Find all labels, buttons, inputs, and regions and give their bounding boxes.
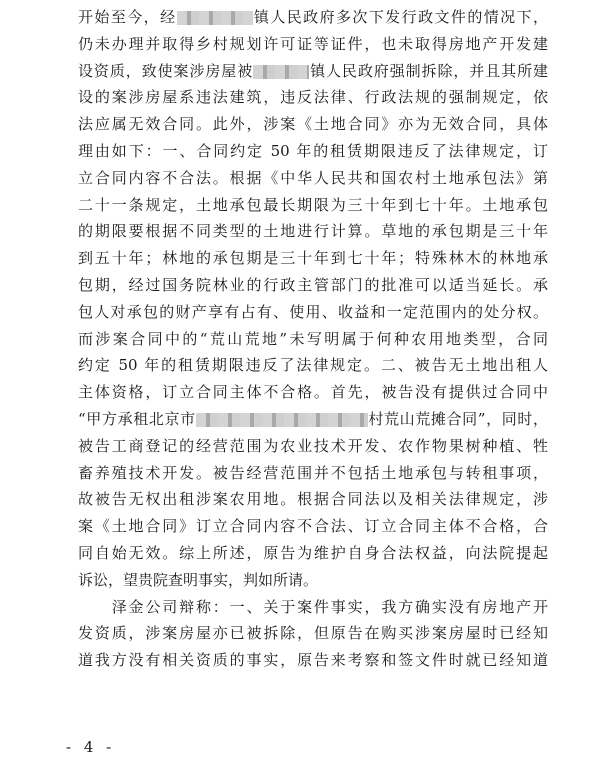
text-line — [78, 31, 548, 58]
line-text: 村荒山荒摊合同”，同时， — [367, 409, 548, 428]
line-text: 包期，经过国务院林业的行政主管部门的批准可以适当延长。承 — [78, 275, 548, 294]
line-text: 立合同内容不合法。根据《中华人民共和国农村土地承包法》第 — [78, 168, 548, 187]
text-line — [78, 4, 548, 31]
redaction-block — [196, 413, 368, 427]
line-text: 诉讼，望贵院查明事实，判如所请。 — [78, 570, 319, 589]
text-line — [78, 165, 548, 192]
text-line — [78, 192, 548, 219]
text-line — [78, 218, 548, 245]
text-line — [78, 111, 548, 138]
redaction-block — [253, 65, 309, 79]
text-line — [78, 647, 548, 674]
line-text: 发资质，涉案房屋亦已被拆除，但原告在购买涉案房屋时已经知 — [78, 624, 548, 643]
line-text: 理由如下：一、合同约定 50 年的租赁期限违反了法律规定，订 — [78, 141, 548, 160]
text-line — [78, 84, 548, 111]
text-line — [78, 433, 548, 460]
text-line — [78, 620, 548, 647]
text-line — [78, 540, 548, 567]
line-text: 设的案涉房屋系违法建筑，违反法律、行政法规的强制规定，依 — [78, 88, 548, 107]
redaction-block — [177, 11, 253, 25]
text-line — [78, 379, 548, 406]
text-line — [78, 138, 548, 165]
text-line — [78, 352, 548, 379]
body-text — [78, 0, 548, 674]
line-text: 约定 50 年的租赁期限违反了法律规定。二、被告无土地出租人 — [78, 356, 548, 375]
line-text: 泽金公司辩称：一、关于案件事实，我方确实没有房地产开 — [78, 597, 548, 616]
line-text: 同自始无效。综上所述，原告为维护自身合法权益，向法院提起 — [78, 543, 548, 562]
line-text: 仍未办理并取得乡村规划许可证等证件，也未取得房地产开发建 — [78, 34, 548, 53]
text-line — [78, 272, 548, 299]
line-text: 故被告无权出租涉案农用地。根据合同法以及相关法律规定，涉 — [78, 490, 548, 509]
line-text: 包人对承包的财产享有占有、使用、收益和一定范围内的处分权。 — [78, 302, 548, 321]
line-text: 到五十年；林地的承包期是三十年到七十年；特殊林木的林地承 — [78, 249, 548, 268]
line-text: 开始至今，经 — [78, 8, 177, 26]
line-text: 主体资格，订立合同主体不合格。首先，被告没有提供过合同中 — [78, 383, 548, 402]
text-line — [78, 299, 548, 326]
line-text: 法应属无效合同。此外，涉案《土地合同》亦为无效合同，具体 — [78, 115, 548, 134]
text-line — [78, 486, 548, 513]
line-text: 镇人民政府多次下发行政文件的情况下， — [252, 8, 548, 26]
text-line — [78, 245, 548, 272]
line-text: 的期限要根据不同类型的土地进行计算。草地的承包期是三十年 — [78, 222, 548, 241]
text-line — [78, 326, 548, 353]
line-text: 案《土地合同》订立合同内容不合法、订立合同主体不合格，合 — [78, 517, 548, 536]
line-text: 而涉案合同中的“荒山荒地”未写明属于何种农用地类型，合同 — [78, 329, 548, 348]
text-line — [78, 460, 548, 487]
text-line — [78, 567, 548, 594]
line-text: 畜养殖技术开发。被告经营范围并不包括土地承包与转租事项， — [78, 463, 548, 482]
line-text: “甲方承租北京市 — [78, 409, 196, 428]
text-line — [78, 513, 548, 540]
line-text: 被告工商登记的经营范围为农业技术开发、农作物果树种植、牲 — [78, 436, 548, 455]
text-line — [78, 406, 548, 433]
text-line — [78, 594, 548, 621]
page-number: - 4 - — [66, 738, 116, 756]
text-line — [78, 58, 548, 85]
line-text: 设资质，致使案涉房屋被 — [78, 61, 254, 80]
line-text: 道我方没有相关资质的事实，原告来考察和签文件时就已经知道 — [78, 651, 548, 670]
line-text: 镇人民政府强制拆除，并且其所建 — [309, 61, 548, 80]
line-text: 二十一条规定，土地承包最长期限为三十年到七十年。土地承包 — [78, 195, 548, 214]
